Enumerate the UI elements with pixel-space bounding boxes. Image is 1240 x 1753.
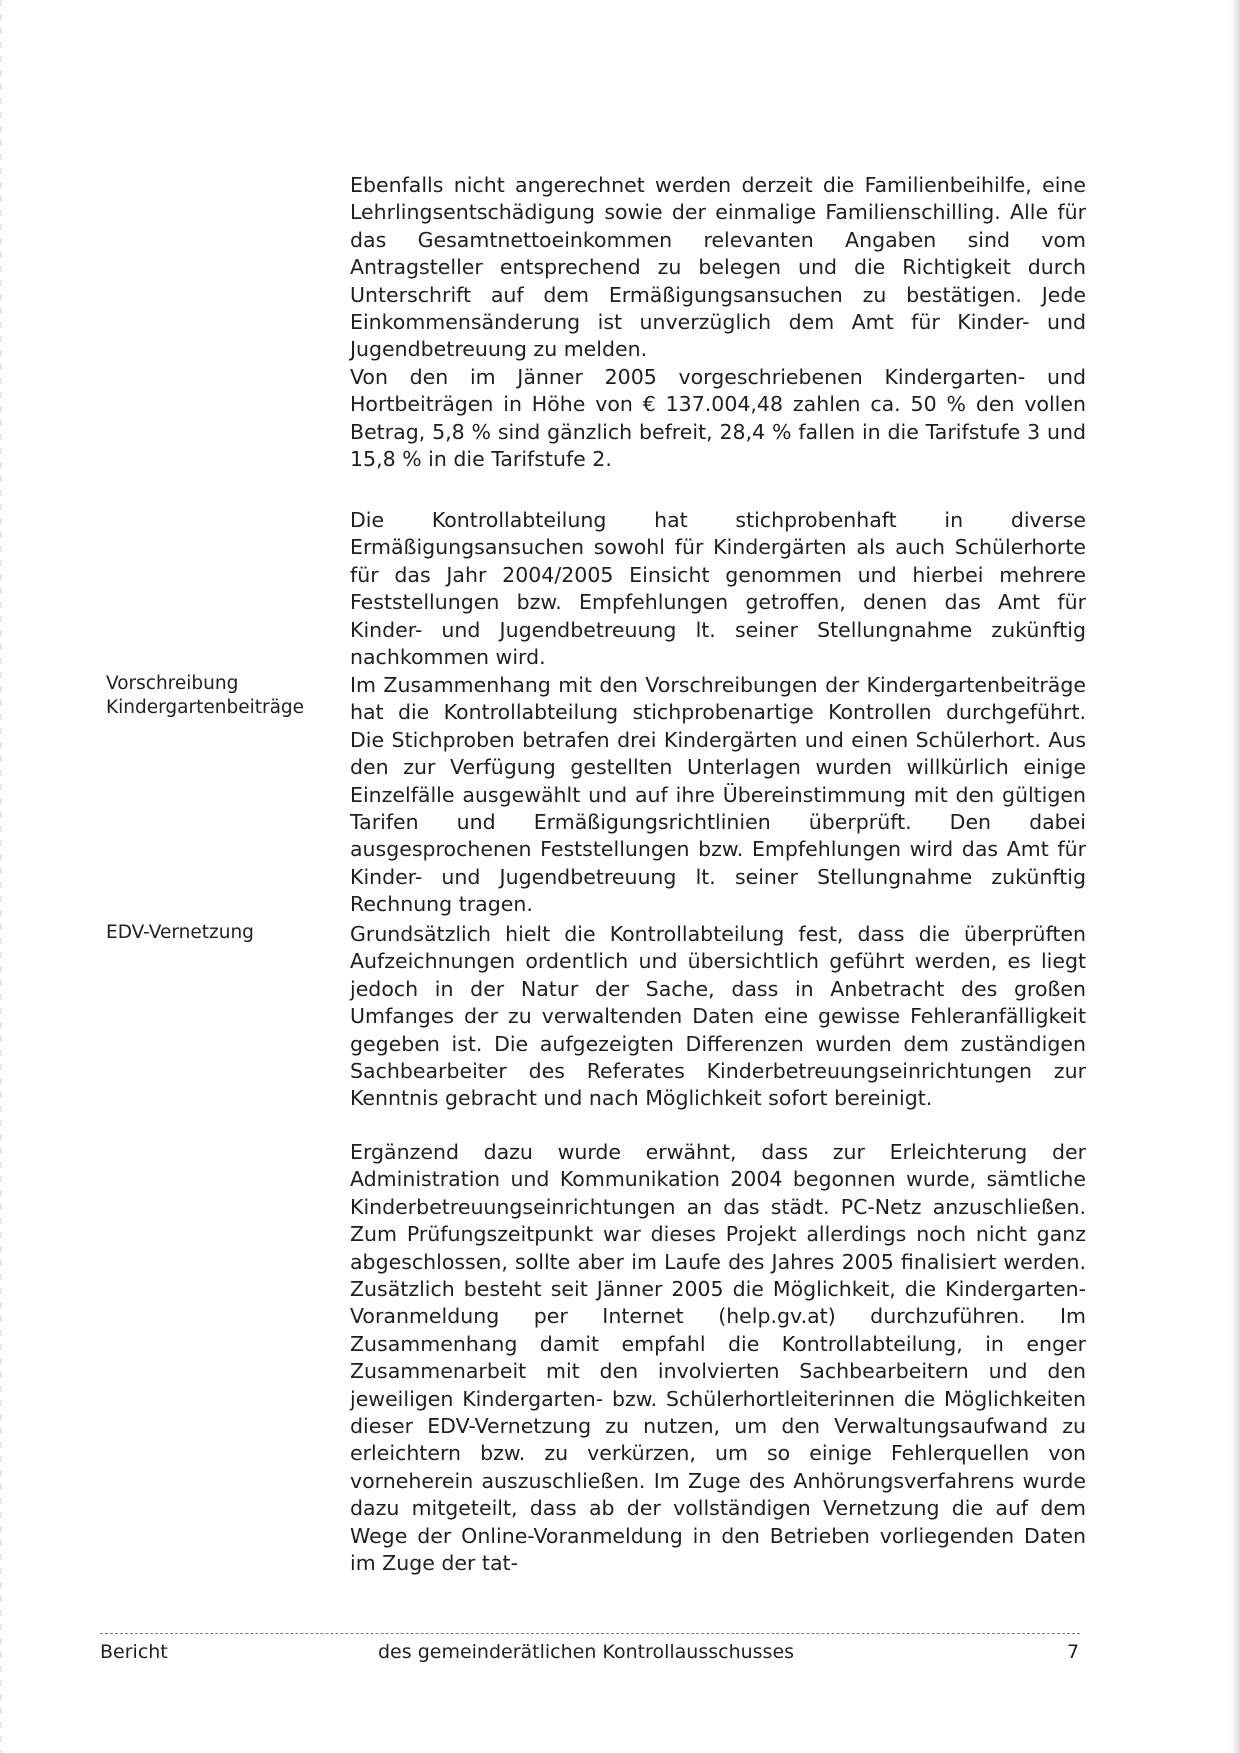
paragraph-edv-grundsaetzlich: Grundsätzlich hielt die Kontrollabteilung fest, dass die überprüften Aufzeichnungen ordentlich und übersichtlich geführt werden, es liegt jedoch in der Natur der Sache, dass in Anbetracht des großen Umfanges der zu verwaltenden Daten eine gewisse Fehleranfälligkeit gegeben ist. Die aufgezeigten Differenzen wurden dem zuständigen Sachbearbeiter des Referates Kinderbetreuungseinrichtungen zur Kenntnis gebracht und nach Möglichkeit sofort bereinigt.: [350, 922, 1086, 1111]
paragraph-edv-ergaenzend: Ergänzend dazu wurde erwähnt, dass zur Erleichterung der Administration und Kommunikation 2004 begonnen wurde, sämtliche Kinderbetreuungseinrichtungen an das städt. PC-Netz anzuschließen. Zum Prüfungszeitpunkt war dieses Projekt allerdings noch nicht ganz abgeschlossen, sollte aber im Laufe des Jahres 2005 finalisiert werden. Zusätzlich besteht seit Jänner 2005 die Möglichkeit, die Kindergarten-Voranmeldung per Internet (help.gv.at) durchzuführen. Im Zusammenhang damit empfahl die Kontrollabteilung, in enger Zusammenarbeit mit den involvierten Sachbearbeitern und den jeweiligen Kindergarten- bzw. Schülerhortleiterinnen die Möglichkeiten dieser EDV-Vernetzung zu nutzen, um den Verwaltungsaufwand zu erleichtern bzw. zu verkürzen, um so einige Fehlerquellen von vorneherein auszuschließen. Im Zuge des Anhörungsverfahrens wurde dazu mitgeteilt, dass ab der vollständigen Vernetzung die auf dem Wege der Online-Voranmeldung in den Betrieben vorliegenden Daten im Zuge der tat-: [350, 1140, 1086, 1576]
scan-edge-right: [1230, 0, 1240, 1753]
paragraph-familienbeihilfe: Ebenfalls nicht angerechnet werden derzeit die Familienbeihilfe, eine Lehrlingsentschädigung sowie der einmalige Familienschilling. Alle für das Gesamtnettoeinkommen relevanten Angaben sind vom Antragsteller entsprechend zu belegen und die Richtigkeit durch Unterschrift auf dem Ermäßigungsansuchen zu bestätigen. Jede Einkommensänderung ist unverzüglich dem Amt für Kinder- und Jugendbetreuung zu melden.: [350, 173, 1086, 362]
page-number: 7: [1067, 1641, 1080, 1663]
margin-label-edv-vernetzung: EDV-Vernetzung: [106, 922, 254, 943]
paragraph-beitraege-statistik: Von den im Jänner 2005 vorgeschriebenen Kindergarten- und Hortbeiträgen in Höhe von € 137.004,48 zahlen ca. 50 % den vollen Betrag, 5,8 % sind gänzlich befreit, 28,4 % fallen in die Tarifstufe 3 und 15,8 % in die Tarifstufe 2.: [350, 365, 1086, 472]
scan-edge-left: [0, 0, 2, 1753]
footer-report-label: Bericht: [100, 1641, 168, 1663]
margin-label-vorschreibung: Vorschreibung Kindergartenbeiträge: [106, 673, 305, 718]
paragraph-ermaessigungsansuchen: Die Kontrollabteilung hat stichprobenhaft in diverse Ermäßigungsansuchen sowohl für Kindergärten als auch Schülerhorte für das Jahr 2004/2005 Einsicht genommen und hierbei mehrere Feststellungen bzw. Empfehlungen getroffen, denen das Amt für Kinder- und Jugendbetreuung lt. seiner Stellungnahme zukünftig nachkommen wird.: [350, 508, 1086, 670]
footer-committee-name: des gemeinderätlichen Kontrollausschusses: [378, 1641, 795, 1663]
paragraph-vorschreibung: Im Zusammenhang mit den Vorschreibungen der Kindergartenbeiträge hat die Kontrollabteilung stichprobenartige Kontrollen durchgeführt. Die Stichproben betrafen drei Kindergärten und einen Schülerhort. Aus den zur Verfügung gestellten Unterlagen wurden willkürlich einige Einzelfälle ausgewählt und auf ihre Übereinstimmung mit den gültigen Tarifen und Ermäßigungsrichtlinien überprüft. Den dabei ausgesprochenen Feststellungen bzw. Empfehlungen wird das Amt für Kinder- und Jugendbetreuung lt. seiner Stellungnahme zukünftig Rechnung tragen.: [350, 673, 1086, 917]
footer-divider: [100, 1633, 1080, 1634]
